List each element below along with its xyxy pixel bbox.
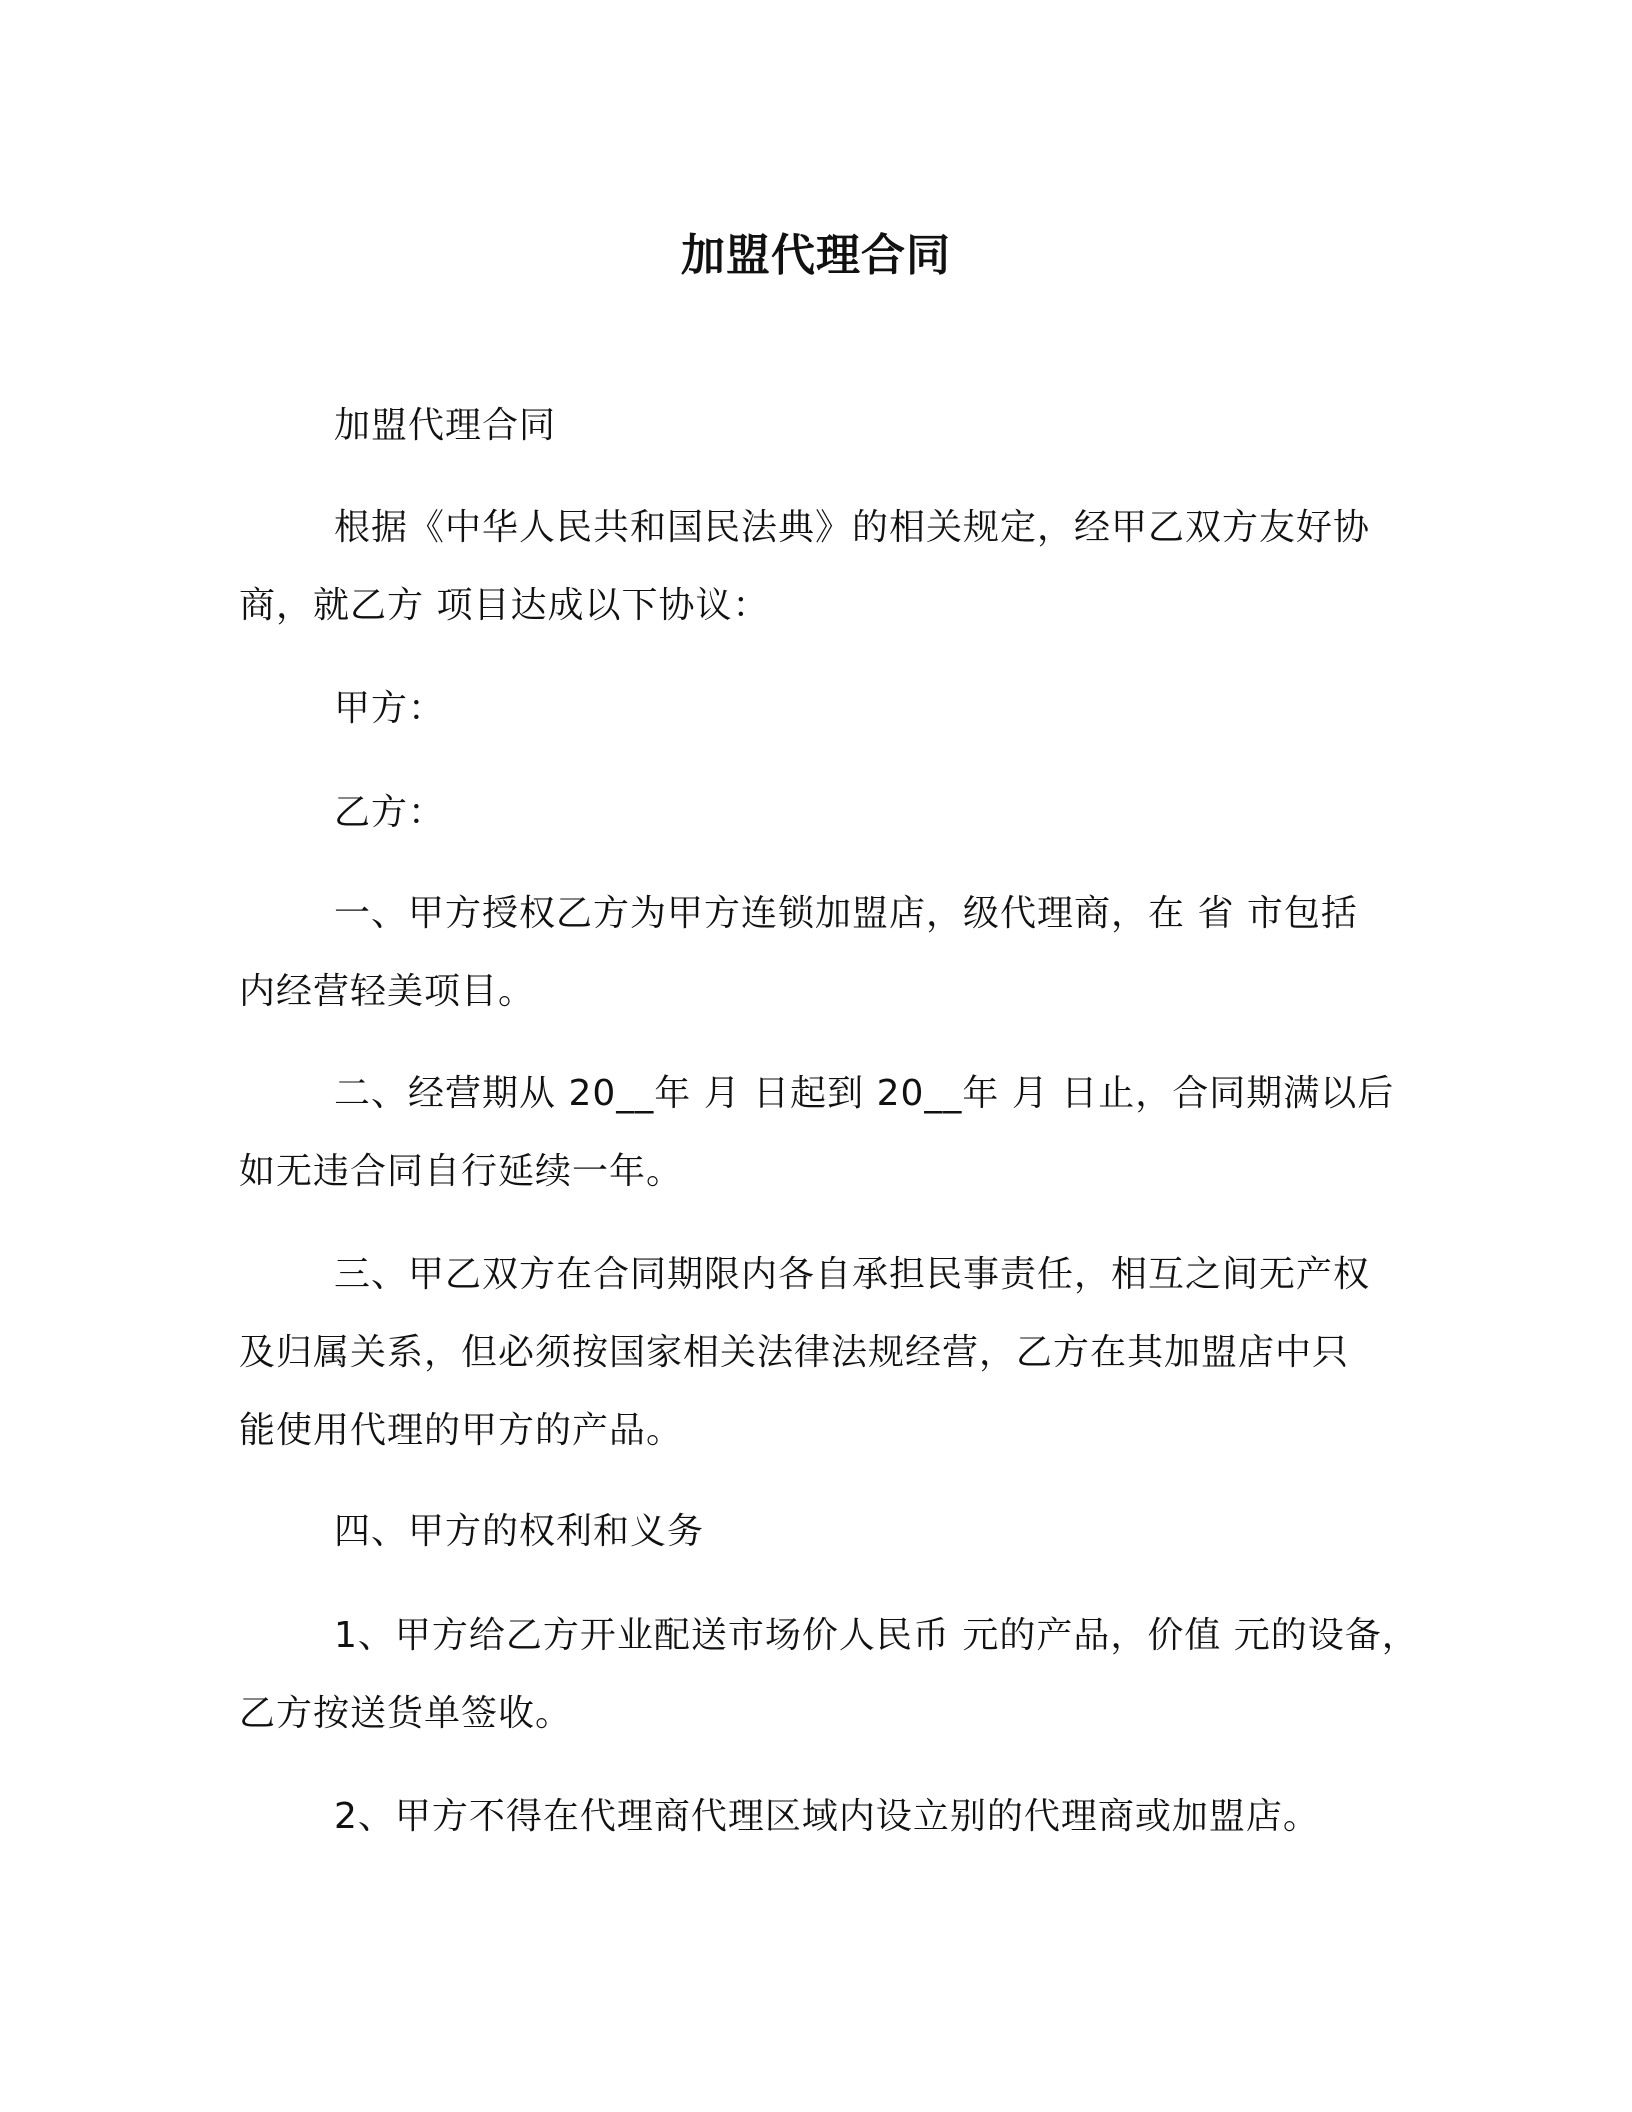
clause-1 xyxy=(239,875,1394,1031)
clause-4-item-2-text: 2、甲方不得在代理商代理区域内设立别的代理商或加盟店。 xyxy=(334,1796,1320,1837)
clause-4-heading-text: 四、甲方的权利和义务 xyxy=(334,1511,705,1552)
clause-3-line-3: 能使用代理的甲方的产品。 xyxy=(239,1410,684,1451)
clause-2 xyxy=(239,1055,1394,1211)
intro-line-2: 商，就乙方 项目达成以下协议： xyxy=(239,585,770,626)
intro-line-1: 根据《中华人民共和国民法典》的相关规定，经甲乙双方友好协 xyxy=(334,507,1371,548)
subtitle-text: 加盟代理合同 xyxy=(334,405,557,446)
party-b-line xyxy=(239,774,1394,852)
clause-2-line-2: 如无违合同自行延续一年。 xyxy=(239,1151,684,1192)
clause-3 xyxy=(239,1236,1394,1470)
party-a-line xyxy=(239,670,1394,748)
clause-2-line-1: 二、经营期从 20__年 月 日起到 20__年 月 日止，合同期满以后 xyxy=(334,1073,1395,1114)
document-title: 加盟代理合同 xyxy=(681,230,951,281)
clause-3-line-2: 及归属关系，但必须按国家相关法律法规经营，乙方在其加盟店中只 xyxy=(239,1332,1350,1373)
clause-4-item-1-line-2: 乙方按送货单签收。 xyxy=(239,1693,573,1734)
clause-3-line-1: 三、甲乙双方在合同期限内各自承担民事责任，相互之间无产权 xyxy=(334,1254,1371,1295)
subtitle xyxy=(239,387,1394,465)
clause-1-line-2: 内经营轻美项目。 xyxy=(239,971,536,1012)
clause-4-item-1 xyxy=(239,1597,1419,1753)
clause-1-line-1: 一、甲方授权乙方为甲方连锁加盟店，级代理商，在 省 市包括 xyxy=(334,893,1358,934)
clause-4-heading xyxy=(239,1493,1394,1571)
party-a-label: 甲方： xyxy=(334,688,446,729)
intro-paragraph xyxy=(239,489,1394,645)
party-b-label: 乙方： xyxy=(334,792,446,833)
clause-4-item-1-line-1: 1、甲方给乙方开业配送市场价人民币 元的产品，价值 元的设备， xyxy=(334,1615,1419,1656)
clause-4-item-2 xyxy=(239,1778,1394,1856)
